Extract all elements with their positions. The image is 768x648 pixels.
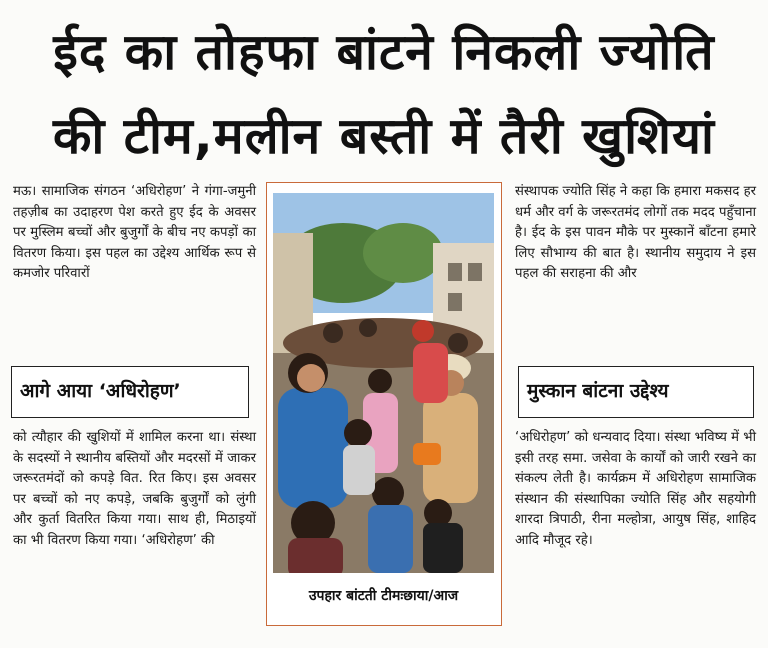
headline-line-2: की टीम,मलीन बस्ती में तैरी खुशियां <box>53 107 715 165</box>
right-paragraph-bottom: ‘अधिरोहण’ को धन्यवाद दिया। संस्था भविष्य में भी इसी तरह समा. जसेवा के कार्यों को जारी रखने का संकल्प लेती है। कार्यक्रम में अधिरोहण सामाजिक संस्थान की संस्थापिका ज्योति सिंह और सहयोगी शारदा त्रिपाठी, रीना मल्होत्रा, आयुष सिंह, शाहिद आदि मौजूद रहे। <box>515 430 756 548</box>
left-subheading: आगे आया ‘अधिरोहण’ <box>11 366 249 418</box>
photo-frame <box>266 182 502 626</box>
left-paragraph-bottom: को त्यौहार की खुशियों में शामिल करना था। संस्था के सदस्यों ने स्थानीय बस्तियों और मदरसों में जाकर जरूरतमंदों को कपड़े वित. रित किए। इस अवसर पर बच्चों को नए कपड़े, जबकि बुजुर्गों को लुंगी और कुर्ता वितरित किया गया। साथ ही, मिठाइयों का भी वितरण किया गया। ‘अधिरोहण’ की <box>13 430 256 548</box>
right-paragraph-top: संस्थापक ज्योति सिंह ने कहा कि हमारा मकसद हर धर्म और वर्ग के जरूरतमंद लोगों तक मदद पहुँचाना है। ईद के इस पावन मौके पर मुस्कानें बाँटना हमारे लिए सौभाग्य की बात है। स्थानीय समुदाय ने इस पहल की सराहना की और <box>515 184 756 282</box>
photo-illustration <box>273 193 494 573</box>
right-column-bottom-text <box>515 428 756 552</box>
right-column-top-text <box>515 182 756 285</box>
left-paragraph-top: मऊ। सामाजिक संगठन ‘अधिरोहण’ ने गंगा-जमुनी तहज़ीब का उदाहरण पेश करते हुए ईद के अवसर पर मुस्लिम बच्चों और बुजुर्गों के बीच नए कपड़ों का वितरण किया। इस पहल का उद्देश्य आर्थिक रूप से कमजोर परिवारों <box>13 184 256 282</box>
right-subheading: मुस्कान बांटना उद्देश्य <box>518 366 754 418</box>
headline <box>8 10 760 178</box>
photo-caption: उपहार बांटती टीमःछाया/आज <box>308 588 459 604</box>
left-column-bottom-text <box>13 428 256 552</box>
left-column-top-text <box>13 182 256 285</box>
news-photo <box>273 193 494 573</box>
headline-line-1: ईद का तोहफा बांटने निकली ज्योति <box>53 23 715 81</box>
